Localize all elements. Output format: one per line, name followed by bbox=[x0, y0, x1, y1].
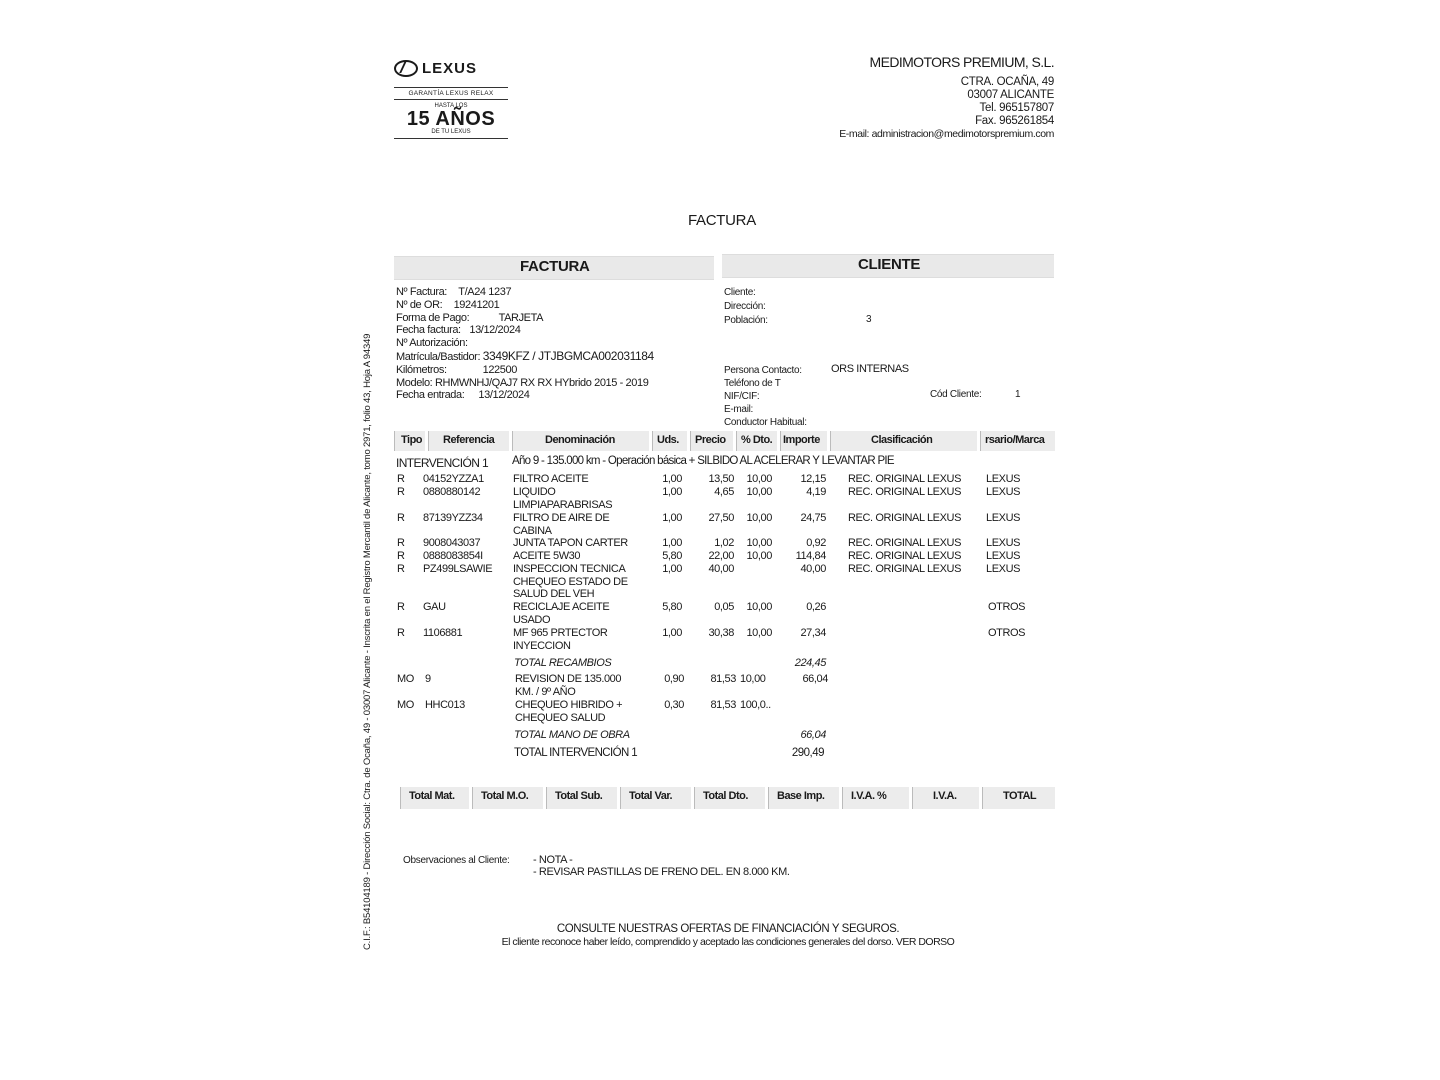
col-referencia: Referencia bbox=[428, 431, 509, 451]
line-tipo: R bbox=[397, 473, 405, 485]
line-importe: 114,84 bbox=[795, 550, 826, 562]
cliente-contact-fields bbox=[724, 364, 807, 429]
line-uds: 1,00 bbox=[662, 486, 682, 498]
line-referencia: 0888083854I bbox=[423, 550, 483, 562]
totals-base-imp: Base Imp. bbox=[768, 787, 839, 809]
line-tipo: R bbox=[397, 601, 405, 613]
line-dto: 10,00 bbox=[746, 486, 772, 498]
field-cod-cliente-value: 1 bbox=[1015, 389, 1021, 400]
line-clasificacion: REC. ORIGINAL LEXUS bbox=[848, 512, 962, 524]
lexus-emblem-icon bbox=[394, 60, 418, 77]
totals-total-dto: Total Dto. bbox=[694, 787, 765, 809]
field-poblacion: Población: bbox=[724, 315, 768, 326]
intervention-description: Año 9 - 135.000 km - Operación básica + SILBIDO AL ACELERAR Y LEVANTAR PIE bbox=[512, 455, 894, 467]
labor-tipo: MO bbox=[397, 673, 414, 685]
labor-uds: 0,30 bbox=[664, 699, 684, 711]
observations-label: Observaciones al Cliente: bbox=[403, 855, 510, 866]
field-conductor: Conductor Habitual: bbox=[724, 417, 807, 428]
line-precio: 30,38 bbox=[708, 627, 734, 639]
total-mano-obra-value: 66,04 bbox=[800, 729, 826, 741]
factura-header: FACTURA bbox=[520, 258, 590, 275]
field-fecha-entrada: Fecha entrada: 13/12/2024 bbox=[396, 389, 530, 402]
line-uds: 5,80 bbox=[662, 601, 682, 613]
line-marca: LEXUS bbox=[986, 512, 1021, 524]
line-importe: 4,19 bbox=[806, 486, 826, 498]
field-kilometros: Kilómetros: 122500 bbox=[396, 363, 517, 376]
labor-dto: 10,00 bbox=[740, 673, 766, 685]
company-fax: Fax. 965261854 bbox=[975, 115, 1054, 127]
line-denominacion bbox=[513, 550, 580, 563]
line-dto: 10,00 bbox=[746, 550, 772, 562]
line-precio: 0,05 bbox=[714, 601, 734, 613]
total-intervencion-value: 290,49 bbox=[791, 747, 824, 759]
line-precio: 13,50 bbox=[708, 473, 734, 485]
lexus-logo-block bbox=[394, 60, 508, 139]
totals-iva-pct: I.V.A. % bbox=[842, 787, 909, 809]
line-marca: OTROS bbox=[988, 627, 1026, 639]
field-telefono: Teléfono de T bbox=[724, 378, 781, 389]
col-importe: Importe bbox=[780, 431, 827, 451]
line-tipo: R bbox=[397, 512, 405, 524]
company-email: E-mail: administracion@medimotorspremium.com bbox=[839, 128, 1054, 140]
line-uds: 1,00 bbox=[662, 627, 682, 639]
field-poblacion-value: 3 bbox=[866, 314, 872, 325]
line-importe: 12,15 bbox=[800, 473, 826, 485]
field-direccion: Dirección: bbox=[724, 301, 766, 312]
line-denominacion bbox=[513, 473, 588, 486]
labor-denominacion-part: KM. / 9º AÑO bbox=[515, 685, 576, 698]
total-mano-obra-label: TOTAL MANO DE OBRA bbox=[514, 729, 630, 741]
line-denominacion-part: ACEITE 5W30 bbox=[513, 550, 581, 562]
col-precio: Precio bbox=[690, 431, 733, 451]
totals-total-mat: Total Mat. bbox=[400, 787, 469, 809]
field-fecha-factura: Fecha factura: 13/12/2024 bbox=[396, 324, 521, 337]
line-precio: 40,00 bbox=[708, 563, 734, 575]
company-address: CTRA. OCAÑA, 49 bbox=[960, 76, 1054, 88]
line-precio: 4,65 bbox=[714, 486, 734, 498]
line-denominacion-part: RECICLAJE ACEITE bbox=[513, 601, 610, 613]
line-dto: 10,00 bbox=[746, 601, 772, 613]
labor-denominacion bbox=[515, 673, 621, 698]
factura-fields bbox=[396, 286, 654, 402]
company-info bbox=[700, 54, 1054, 141]
col-dto: % Dto. bbox=[736, 431, 777, 451]
col-tipo: Tipo bbox=[394, 431, 425, 451]
intervention-label: INTERVENCIÓN 1 bbox=[396, 456, 489, 470]
line-denominacion-part: LIQUIDO bbox=[513, 486, 556, 498]
line-denominacion-part: JUNTA TAPON CARTER bbox=[513, 537, 628, 549]
line-clasificacion: REC. ORIGINAL LEXUS bbox=[848, 563, 962, 575]
line-denominacion-part: FILTRO ACEITE bbox=[513, 473, 589, 485]
line-denominacion-part: SALUD DEL VEH bbox=[513, 588, 595, 600]
line-precio: 27,50 bbox=[708, 512, 734, 524]
col-clasificacion: Clasificación bbox=[830, 431, 977, 451]
line-uds: 1,00 bbox=[662, 512, 682, 524]
line-referencia: GAU bbox=[423, 601, 446, 613]
line-referencia: PZ499LSAWIE bbox=[423, 563, 493, 575]
field-num-factura: Nº Factura: T/A24 1237 bbox=[396, 286, 512, 298]
line-denominacion-part: FILTRO DE AIRE DE bbox=[513, 512, 610, 524]
line-referencia: 04152YZZA1 bbox=[423, 473, 484, 485]
col-uds: Uds. bbox=[652, 431, 687, 451]
labor-dto: 100,0.. bbox=[740, 699, 771, 711]
line-marca: LEXUS bbox=[986, 537, 1021, 549]
labor-denominacion-part: CHEQUEO HIBRIDO + bbox=[515, 699, 623, 711]
lexus-logo: LEXUS bbox=[394, 60, 508, 77]
labor-denominacion-part: REVISION DE 135.000 bbox=[515, 673, 622, 685]
line-tipo: R bbox=[397, 563, 405, 575]
footer-line-1: CONSULTE NUESTRAS OFERTAS DE FINANCIACIÓN Y SEGUROS. bbox=[556, 923, 900, 935]
field-cliente: Cliente: bbox=[724, 287, 756, 298]
line-dto: 10,00 bbox=[746, 537, 772, 549]
field-forma-pago: Forma de Pago: TARJETA bbox=[396, 311, 544, 324]
line-importe: 27,34 bbox=[800, 627, 826, 639]
line-denominacion bbox=[513, 537, 628, 550]
field-cod-cliente: Cód Cliente: bbox=[930, 389, 982, 400]
field-persona-contacto-value: ORS INTERNAS bbox=[831, 363, 909, 375]
line-referencia: 0880880142 bbox=[423, 486, 481, 498]
totals-total-sub: Total Sub. bbox=[546, 787, 617, 809]
line-denominacion-part: LIMPIAPARABRISAS bbox=[513, 498, 613, 511]
field-modelo: Modelo: RHMWNHJ/QAJ7 RX RX HYbrido 2015 - 2019 bbox=[396, 376, 649, 389]
observations-line-1: - NOTA - bbox=[533, 854, 573, 866]
field-autorizacion: Nº Autorización: bbox=[396, 337, 468, 350]
line-marca: LEXUS bbox=[986, 473, 1021, 485]
guarantee-years: 15 AÑOS bbox=[406, 108, 496, 130]
line-tipo: R bbox=[397, 537, 405, 549]
company-city: 03007 ALICANTE bbox=[967, 89, 1054, 101]
line-clasificacion: REC. ORIGINAL LEXUS bbox=[848, 486, 962, 498]
line-referencia: 1106881 bbox=[423, 627, 463, 639]
labor-denominacion bbox=[515, 699, 622, 724]
labor-denominacion-part: CHEQUEO SALUD bbox=[515, 711, 606, 724]
line-importe: 40,00 bbox=[800, 563, 826, 575]
line-importe: 24,75 bbox=[800, 512, 826, 524]
line-denominacion bbox=[513, 627, 607, 652]
labor-uds: 0,90 bbox=[664, 673, 684, 685]
line-importe: 0,92 bbox=[806, 537, 826, 549]
line-denominacion-part: CABINA bbox=[513, 524, 552, 537]
guarantee-line: GARANTÍA LEXUS RELAX bbox=[394, 87, 508, 100]
line-tipo: R bbox=[397, 627, 405, 639]
labor-referencia: HHC013 bbox=[425, 699, 465, 711]
col-denominacion: Denominación bbox=[512, 431, 649, 451]
labor-referencia: 9 bbox=[425, 673, 431, 685]
line-denominacion-part: USADO bbox=[513, 613, 551, 626]
company-tel: Tel. 965157807 bbox=[979, 102, 1054, 114]
total-recambios-label: TOTAL RECAMBIOS bbox=[514, 657, 612, 669]
labor-precio: 81,53 bbox=[710, 673, 736, 685]
line-denominacion bbox=[513, 512, 609, 537]
side-registration-text: C.I.F.: B54104189 - Dirección Social: Ctra. de Ocaña, 49 - 03007 Alicante - Inscrita en el Registro Mercantil de Alicante, tomo 2971, folio 43, Hoja A 94349 bbox=[362, 333, 373, 950]
line-denominacion-part: INSPECCION TECNICA bbox=[513, 563, 626, 575]
totals-total-mo: Total M.O. bbox=[472, 787, 543, 809]
line-denominacion bbox=[513, 563, 628, 601]
field-nif: NIF/CIF: bbox=[724, 391, 760, 402]
cliente-header: CLIENTE bbox=[858, 256, 921, 273]
field-persona-contacto: Persona Contacto: bbox=[724, 365, 802, 376]
cliente-fields bbox=[724, 286, 768, 328]
total-recambios-value: 224,45 bbox=[794, 657, 826, 669]
field-email: E-mail: bbox=[724, 404, 754, 415]
line-uds: 5,80 bbox=[662, 550, 682, 562]
line-dto: 10,00 bbox=[746, 512, 772, 524]
line-denominacion-part: CHEQUEO ESTADO DE bbox=[513, 575, 628, 588]
labor-precio: 81,53 bbox=[710, 699, 736, 711]
line-clasificacion: REC. ORIGINAL LEXUS bbox=[848, 550, 962, 562]
line-clasificacion: REC. ORIGINAL LEXUS bbox=[848, 473, 962, 485]
total-intervencion-label: TOTAL INTERVENCIÓN 1 bbox=[514, 747, 638, 759]
line-marca: LEXUS bbox=[986, 486, 1021, 498]
line-marca: OTROS bbox=[988, 601, 1026, 613]
line-denominacion-part: MF 965 PRTECTOR bbox=[513, 627, 608, 639]
observations-line-2: - REVISAR PASTILLAS DE FRENO DEL. EN 8.000 KM. bbox=[533, 866, 790, 878]
line-uds: 1,00 bbox=[662, 563, 682, 575]
line-denominacion-part: INYECCION bbox=[513, 639, 571, 652]
labor-importe: 66,04 bbox=[802, 673, 828, 685]
field-num-or: Nº de OR: 19241201 bbox=[396, 298, 500, 311]
line-precio: 22,00 bbox=[708, 550, 734, 562]
line-referencia: 9008043037 bbox=[423, 537, 481, 549]
totals-iva: I.V.A. bbox=[912, 787, 979, 809]
line-denominacion bbox=[513, 601, 609, 626]
line-dto: 10,00 bbox=[746, 473, 772, 485]
totals-total: TOTAL bbox=[982, 787, 1055, 809]
guarantee-de-tu: DE TU LEXUS bbox=[394, 129, 508, 139]
line-tipo: R bbox=[397, 486, 405, 498]
field-matricula: Matrícula/Bastidor: 3349KFZ / JTJBGMCA002031184 bbox=[396, 348, 654, 363]
line-importe: 0,26 bbox=[806, 601, 826, 613]
line-uds: 1,00 bbox=[662, 473, 682, 485]
col-marca: rsario/Marca bbox=[980, 431, 1055, 451]
company-name: MEDIMOTORS PREMIUM, S.L. bbox=[869, 54, 1054, 70]
line-precio: 1,02 bbox=[714, 537, 734, 549]
doc-title: FACTURA bbox=[688, 212, 756, 229]
totals-total-var: Total Var. bbox=[620, 787, 691, 809]
line-marca: LEXUS bbox=[986, 563, 1021, 575]
labor-tipo: MO bbox=[397, 699, 414, 711]
line-clasificacion: REC. ORIGINAL LEXUS bbox=[848, 537, 962, 549]
line-referencia: 87139YZZ34 bbox=[423, 512, 483, 524]
line-uds: 1,00 bbox=[662, 537, 682, 549]
line-dto: 10,00 bbox=[746, 627, 772, 639]
footer-line-2: El cliente reconoce haber leído, comprendido y aceptado las condiciones generales del dorso. VER DORSO bbox=[501, 936, 955, 948]
guarantee-hasta: HASTA LOS bbox=[434, 103, 468, 109]
line-denominacion bbox=[513, 486, 612, 511]
line-tipo: R bbox=[397, 550, 405, 562]
line-marca: LEXUS bbox=[986, 550, 1021, 562]
